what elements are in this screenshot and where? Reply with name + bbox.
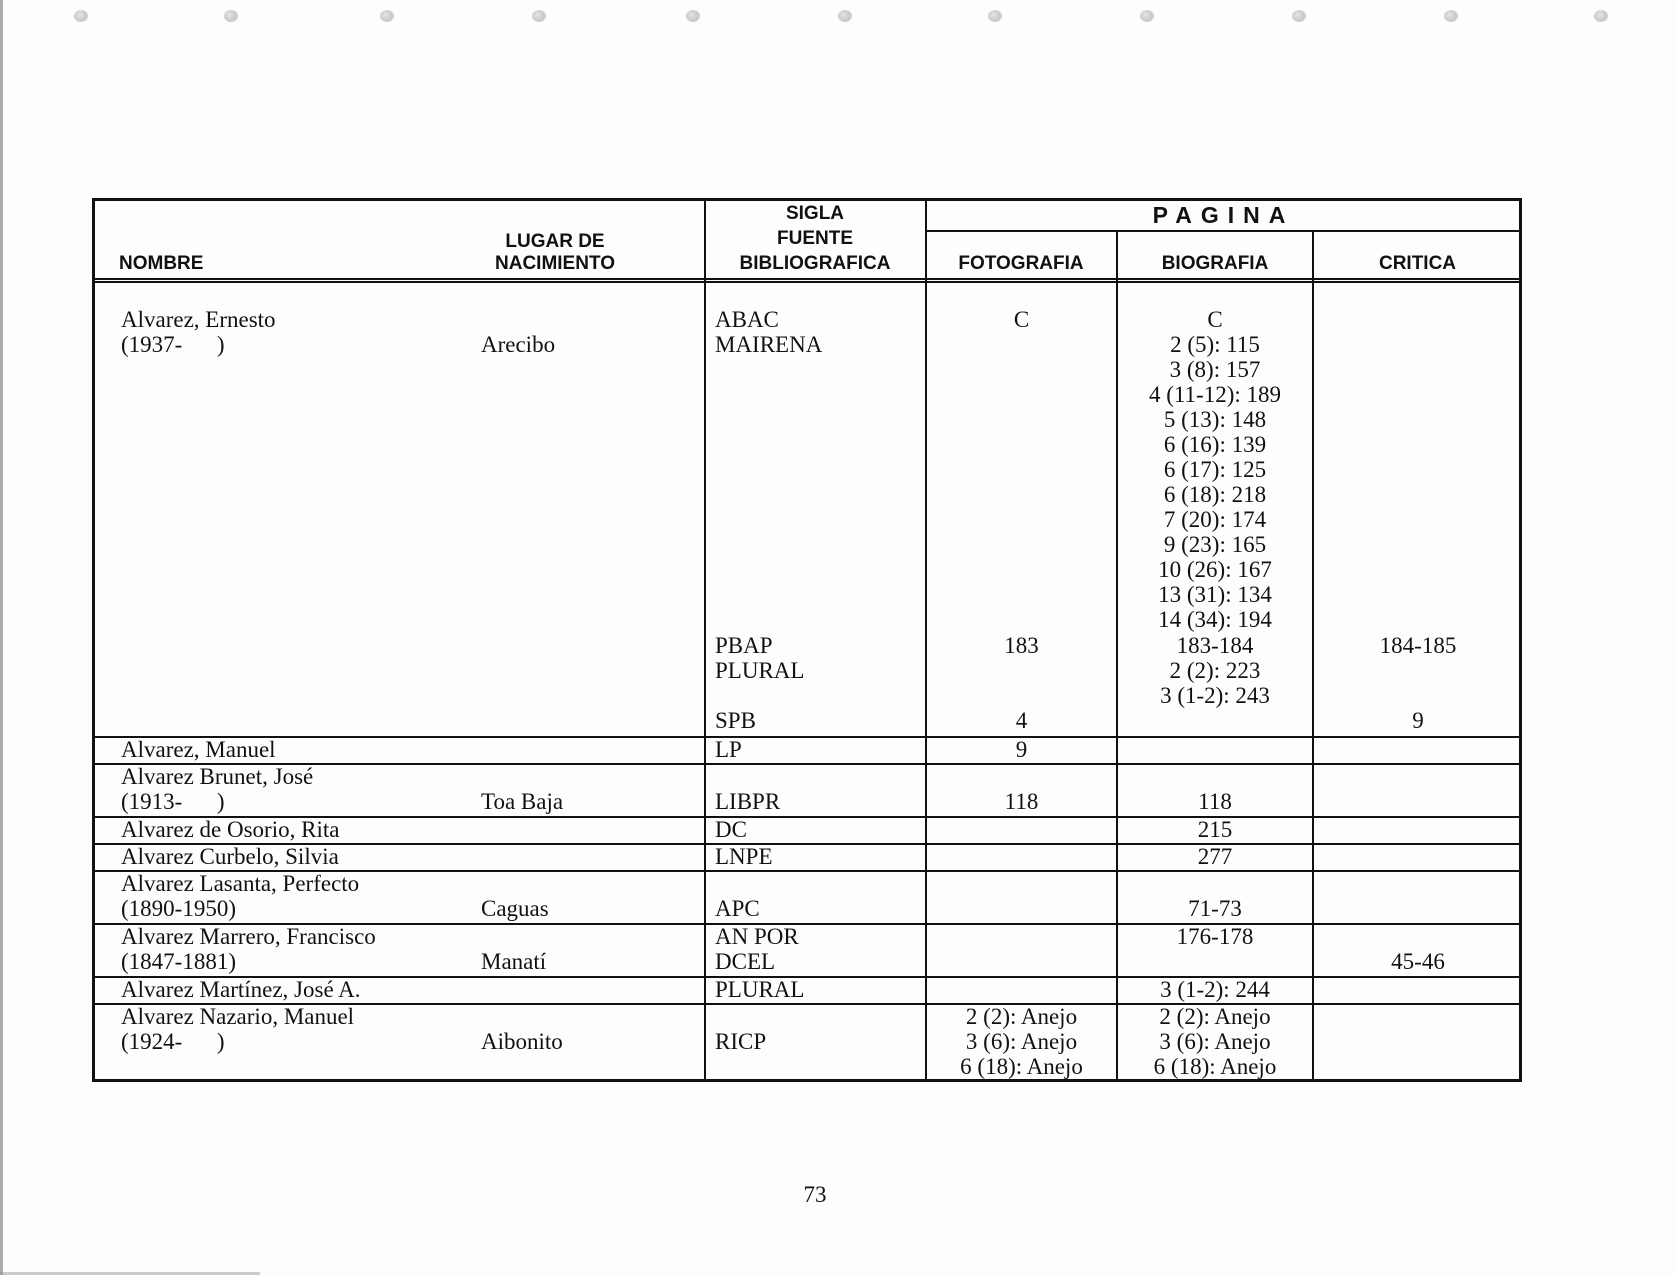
header-double-rule [95, 278, 1519, 283]
binder-hole-icon [988, 10, 1002, 22]
cell-sigla: RICP [715, 1029, 767, 1054]
cell-nombre-dates: (1913- ) [121, 789, 225, 814]
cell-sigla: LIBPR [715, 789, 781, 814]
header-sigla-line2: FUENTE [777, 228, 853, 249]
binder-hole-icon [74, 10, 88, 22]
col-divider [704, 201, 706, 1079]
cell-sigla: DC [715, 817, 747, 842]
cell-nombre: Alvarez Lasanta, Perfecto [121, 871, 360, 896]
cell-bio: 13 (31): 134 [1158, 582, 1272, 607]
cell-nombre: Alvarez Marrero, Francisco [121, 924, 376, 949]
header-biografia: BIOGRAFIA [1161, 253, 1269, 274]
cell-bio: 3 (6): Anejo [1159, 1029, 1271, 1054]
cell-sigla: SPB [715, 708, 756, 733]
binder-hole-icon [1594, 10, 1608, 22]
row-separator [95, 736, 1519, 738]
cell-lugar: Manatí [481, 949, 547, 974]
cell-bio: 4 (11-12): 189 [1148, 382, 1281, 407]
header-pagina: PAGINA [1152, 202, 1295, 228]
cell-bio: 277 [1197, 844, 1233, 869]
cell-nombre: Alvarez Curbelo, Silvia [121, 844, 339, 869]
binder-hole-icon [380, 10, 394, 22]
cell-nombre: Alvarez Nazario, Manuel [121, 1004, 355, 1029]
cell-nombre: Alvarez de Osorio, Rita [121, 817, 340, 842]
binder-hole-icon [1140, 10, 1154, 22]
cell-foto: 9 [1015, 737, 1028, 762]
cell-bio: 2 (2): 223 [1169, 658, 1261, 683]
cell-critica: 45-46 [1391, 949, 1445, 974]
header-lugar-line2: NACIMIENTO [495, 253, 615, 274]
cell-bio: 10 (26): 167 [1158, 557, 1272, 582]
cell-bio: C [1207, 307, 1223, 332]
cell-critica: 184-185 [1379, 633, 1457, 658]
cell-foto: 4 [1015, 708, 1028, 733]
cell-nombre: Alvarez, Manuel [121, 737, 276, 762]
cell-sigla: MAIRENA [715, 332, 823, 357]
cell-sigla: LP [715, 737, 742, 762]
cell-foto: 183 [1004, 633, 1039, 658]
cell-bio: 183-184 [1176, 633, 1254, 658]
cell-foto: 2 (2): Anejo 3 (6): Anejo 6 (18): Anejo [960, 1004, 1083, 1079]
cell-sigla: AN POR [715, 924, 799, 949]
header-sigla-line3: BIBLIOGRAFICA [739, 253, 891, 274]
cell-sigla: PBAP [715, 633, 773, 658]
cell-bio: 6 (18): 218 [1163, 482, 1267, 507]
cell-bio: 7 (20): 174 [1163, 507, 1267, 532]
header-nombre: NOMBRE [119, 253, 204, 274]
cell-sigla: APC [715, 896, 760, 921]
cell-bio: 6 (18): Anejo [1153, 1054, 1277, 1079]
binder-hole-icon [1292, 10, 1306, 22]
cell-foto: C [1013, 307, 1030, 332]
cell-bio: 118 [1198, 789, 1232, 814]
cell-sigla: LNPE [715, 844, 773, 869]
cell-bio: 2 (2): Anejo [1159, 1004, 1271, 1029]
header-sigla-line1: SIGLA [785, 203, 845, 224]
cell-nombre: Alvarez, Ernesto [121, 307, 276, 332]
cell-bio: 176-178 [1176, 924, 1254, 949]
cell-sigla: DCEL [715, 949, 776, 974]
cell-bio: 6 (16): 139 [1163, 432, 1267, 457]
cell-sigla: PLURAL [715, 977, 805, 1002]
cell-lugar: Aibonito [481, 1029, 563, 1054]
cell-bio: 5 (13): 148 [1163, 407, 1267, 432]
header-lugar-line1: LUGAR DE [505, 231, 605, 252]
pagina-rule [925, 230, 1519, 232]
cell-bio: 6 (17): 125 [1163, 457, 1267, 482]
cell-bio: 71-73 [1188, 896, 1242, 921]
binder-hole-icon [1444, 10, 1458, 22]
cell-nombre-dates: (1937- ) [121, 332, 225, 357]
cell-foto: 118 [1004, 789, 1039, 814]
cell-bio: 14 (34): 194 [1158, 607, 1272, 632]
cell-critica: 9 [1412, 708, 1424, 733]
cell-bio: 3 (1-2): 243 [1160, 683, 1270, 708]
cell-lugar: Arecibo [481, 332, 556, 357]
cell-bio: 3 (1-2): 244 [1160, 977, 1270, 1002]
cell-sigla: ABAC [715, 307, 779, 332]
cell-nombre-dates: (1924- ) [121, 1029, 225, 1054]
cell-lugar: Toa Baja [481, 789, 564, 814]
cell-bio: 2 (5): 115 [1170, 332, 1260, 357]
page-left-edge [0, 0, 3, 1275]
cell-sigla: PLURAL [715, 658, 805, 683]
cell-nombre-dates: (1890-1950) [121, 896, 236, 921]
header-critica: CRITICA [1378, 253, 1457, 274]
cell-nombre-dates: (1847-1881) [121, 949, 236, 974]
page-number: 73 [803, 1182, 827, 1207]
cell-bio: 9 (23): 165 [1163, 532, 1267, 557]
bibliography-table [92, 198, 1522, 1082]
cell-bio: 215 [1197, 817, 1233, 842]
cell-bio: 3 (8): 157 [1169, 357, 1261, 382]
header-fotografia: FOTOGRAFIA [958, 253, 1084, 274]
binder-hole-icon [686, 10, 700, 22]
cell-nombre: Alvarez Martínez, José A. [121, 977, 361, 1002]
binder-hole-icon [532, 10, 546, 22]
cell-lugar: Caguas [481, 896, 549, 921]
cell-nombre: Alvarez Brunet, José [121, 764, 314, 789]
binder-hole-icon [224, 10, 238, 22]
binder-hole-icon [838, 10, 852, 22]
